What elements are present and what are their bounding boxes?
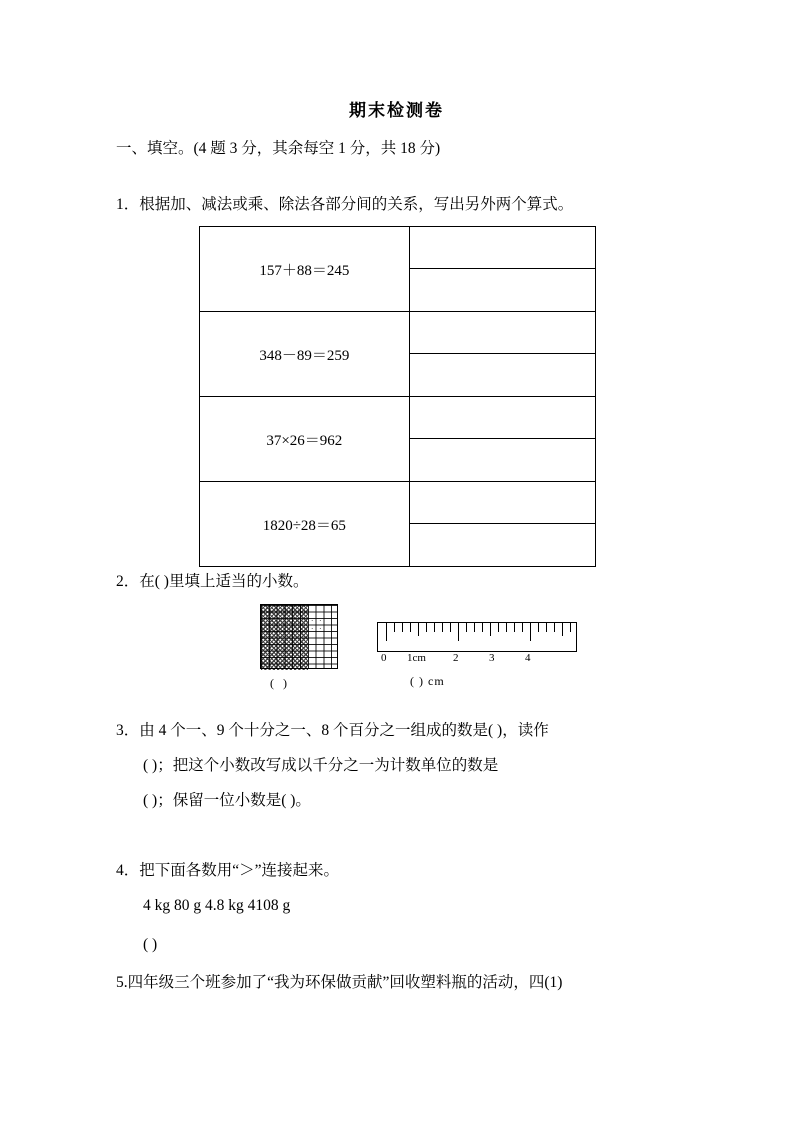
- question-1-text: [116, 190, 573, 220]
- question-2-text: [116, 567, 308, 597]
- answer-cell[interactable]: [409, 482, 595, 567]
- expression-cell: 157＋88＝245: [200, 227, 410, 312]
- answer-line[interactable]: [410, 313, 595, 354]
- question-3-number: 3．: [116, 722, 140, 739]
- question-4-values: 4 kg 80 g 4.8 kg 4108 g: [143, 897, 291, 914]
- answer-cell[interactable]: [409, 227, 595, 312]
- answer-cell[interactable]: [409, 397, 595, 482]
- table-row: [200, 227, 596, 312]
- question-5-body: 四年级三个班参加了“我为环保做贡献”回收塑料瓶的活动，四(1): [127, 974, 563, 991]
- question-3-text: [116, 716, 716, 809]
- question-4-body: 把下面各数用“＞”连接起来。: [139, 862, 340, 879]
- question-1-table: [199, 226, 596, 567]
- shaded-region: [261, 605, 308, 670]
- question-3-line-2: ( )；把这个小数改写成以千分之一为计数单位的数是: [143, 757, 499, 774]
- expression-cell: 37×26＝962: [200, 397, 410, 482]
- answer-line[interactable]: [410, 524, 595, 565]
- answer-line[interactable]: [410, 483, 595, 524]
- ruler-tick-2: 2: [453, 652, 459, 664]
- question-5-number: 5.: [116, 974, 128, 991]
- ruler-tick-labels: [377, 652, 587, 668]
- ruler-figure: [377, 622, 577, 652]
- page-title: 期末检测卷: [349, 101, 444, 121]
- ruler-tick-0: 0: [381, 652, 387, 664]
- question-5-text: [116, 968, 562, 998]
- answer-line[interactable]: [410, 269, 595, 310]
- question-1-body: 根据加、减法或乘、除法各部分间的关系，写出另外两个算式。: [139, 196, 574, 213]
- answer-line[interactable]: [410, 439, 595, 480]
- answer-line[interactable]: [410, 228, 595, 269]
- expression-cell: 348－89＝259: [200, 312, 410, 397]
- ruler-tick-1: 1cm: [407, 652, 426, 664]
- grid-dots: · · · ·: [311, 617, 324, 633]
- question-2-figures: [260, 604, 580, 694]
- table-row: [200, 312, 596, 397]
- answer-cell[interactable]: [409, 312, 595, 397]
- question-4-number: 4．: [116, 862, 140, 879]
- ruler-tick-4: 4: [525, 652, 531, 664]
- question-2-number: 2．: [116, 573, 140, 590]
- grid-answer-blank[interactable]: ( ): [270, 676, 290, 690]
- ruler-answer-blank[interactable]: ( ) cm: [410, 674, 445, 688]
- answer-line[interactable]: [410, 354, 595, 395]
- section-one-heading: 一、填空。(4 题 3 分，其余每空 1 分，共 18 分): [116, 140, 441, 157]
- table-row: [200, 482, 596, 567]
- question-4-answer-blank[interactable]: ( ): [143, 936, 158, 953]
- answer-line[interactable]: [410, 398, 595, 439]
- question-3-line-1: 由 4 个一、9 个十分之一、8 个百分之一组成的数是( )，读作: [139, 722, 549, 739]
- question-4-text: [116, 856, 340, 953]
- ruler-tick-3: 3: [489, 652, 495, 664]
- expression-cell: 1820÷28＝65: [200, 482, 410, 567]
- question-3-line-3: ( )；保留一位小数是( )。: [143, 792, 311, 809]
- question-2-body: 在( )里填上适当的小数。: [139, 573, 309, 590]
- table-row: [200, 397, 596, 482]
- question-1-number: 1．: [116, 196, 140, 213]
- hundred-grid-figure: [260, 604, 338, 669]
